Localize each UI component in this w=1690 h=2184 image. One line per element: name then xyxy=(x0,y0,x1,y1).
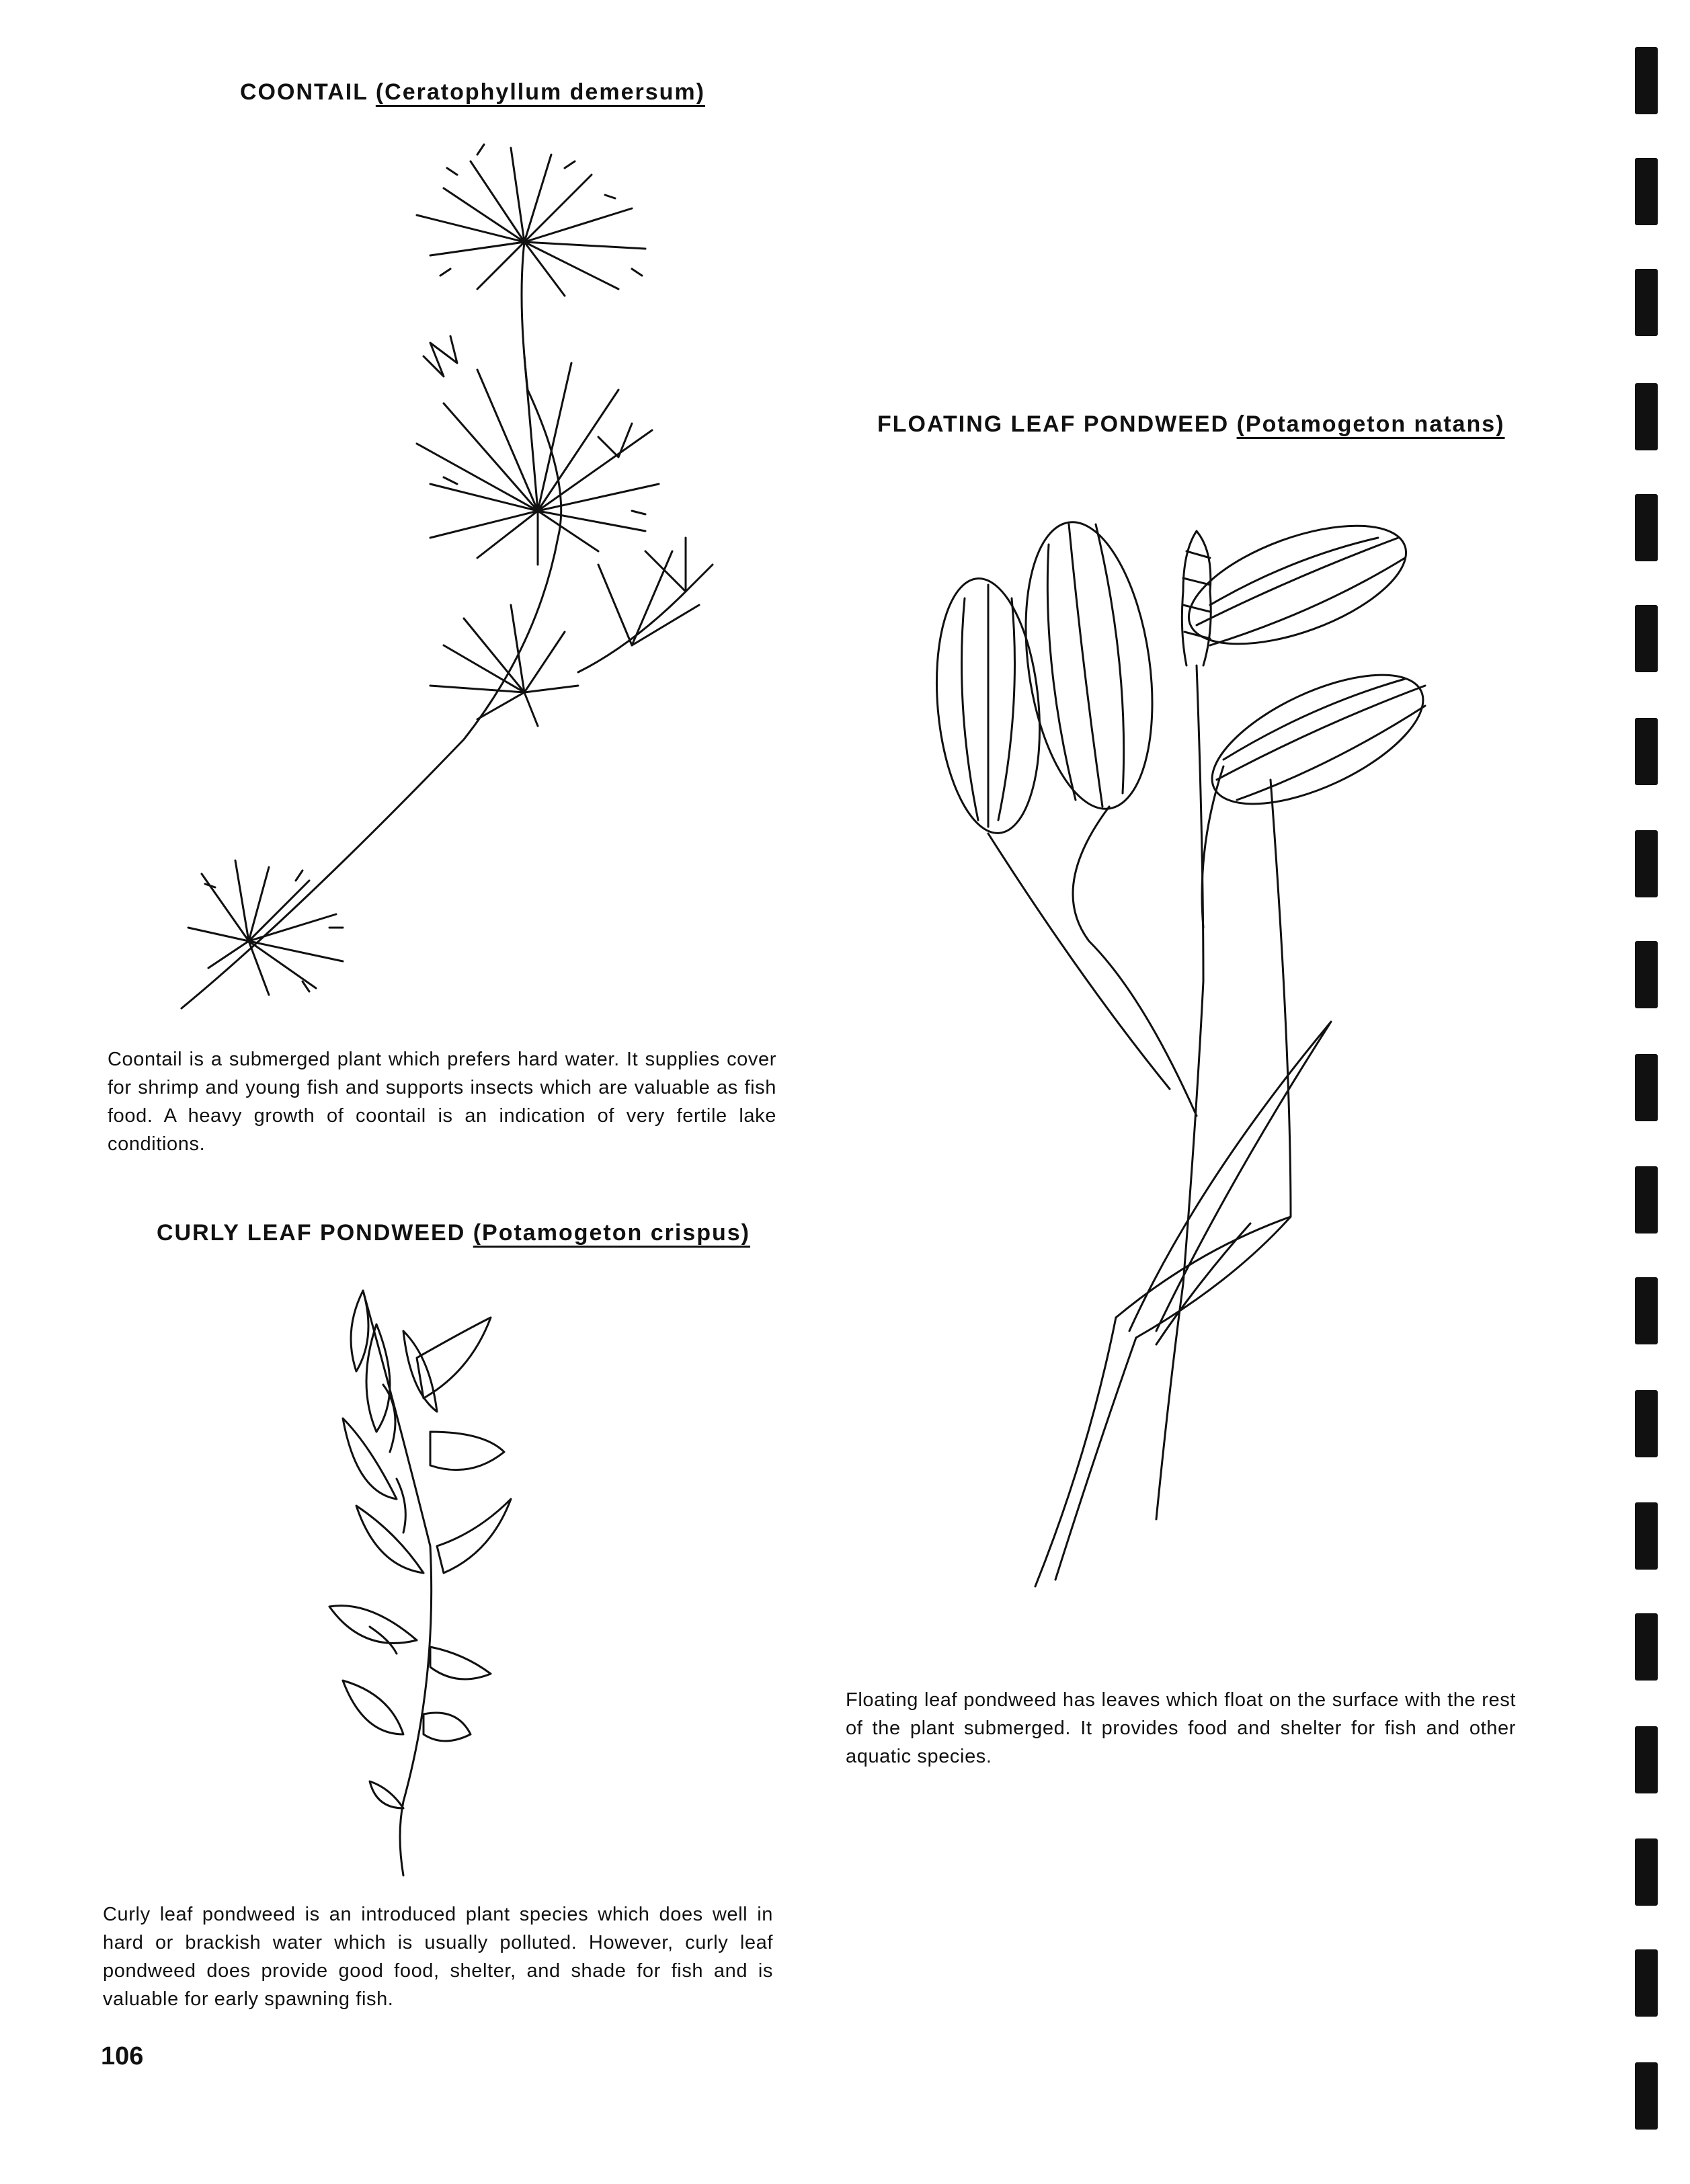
binder-mark xyxy=(1635,1726,1658,1793)
coontail-common-name: COONTAIL xyxy=(240,79,368,105)
binder-mark xyxy=(1635,1613,1658,1681)
binder-mark xyxy=(1635,383,1658,450)
curly-leaf-pondweed-illustration xyxy=(316,1277,558,1882)
binder-mark xyxy=(1635,158,1658,225)
curly-leaf-pondweed-common-name: CURLY LEAF PONDWEED xyxy=(157,1220,466,1246)
floating-leaf-pondweed-description: Floating leaf pondweed has leaves which float on the surface with the rest of the plant submerged. It provides food and shelter for fish and other aquatic species. xyxy=(846,1689,1516,1767)
floating-leaf-pondweed-scientific-name: (Potamogeton natans) xyxy=(1236,411,1505,437)
binder-mark xyxy=(1635,1949,1658,2017)
binder-mark xyxy=(1635,1838,1658,1906)
binder-mark xyxy=(1635,47,1658,114)
coontail-plant-illustration xyxy=(161,134,699,1022)
coontail-scientific-name: (Ceratophyllum demersum) xyxy=(375,79,705,105)
binder-mark xyxy=(1635,941,1658,1008)
binder-mark xyxy=(1635,605,1658,672)
binder-mark xyxy=(1635,494,1658,561)
binder-mark xyxy=(1635,1277,1658,1344)
coontail-description: Coontail is a submerged plant which prefers hard water. It supplies cover for shrimp and young fish and supports insects which are valuable as fish food. A heavy growth of coontail is an indication of very fertile lake conditions. xyxy=(108,1049,776,1155)
binder-mark xyxy=(1635,269,1658,336)
binder-mark xyxy=(1635,1166,1658,1233)
curly-leaf-pondweed-scientific-name: (Potamogeton crispus) xyxy=(473,1220,750,1246)
binder-mark xyxy=(1635,1054,1658,1121)
binder-mark xyxy=(1635,830,1658,897)
coontail-heading xyxy=(240,79,705,106)
floating-leaf-pondweed-common-name: FLOATING LEAF PONDWEED xyxy=(877,411,1230,437)
binder-mark xyxy=(1635,1502,1658,1570)
curly-leaf-pondweed-heading xyxy=(157,1220,750,1246)
floating-leaf-pondweed-illustration xyxy=(914,511,1465,1600)
curly-leaf-pondweed-description: Curly leaf pondweed is an introduced plant species which does well in hard or brackish water which is usually polluted. However, curly leaf pondweed does provide good food, shelter, and shade for fish and is valuable for early spawning fish. xyxy=(103,1904,773,2010)
floating-leaf-pondweed-heading xyxy=(877,411,1504,438)
binder-mark xyxy=(1635,1390,1658,1457)
binder-mark xyxy=(1635,2062,1658,2130)
page-number: 106 xyxy=(101,2042,144,2070)
binder-mark xyxy=(1635,718,1658,785)
